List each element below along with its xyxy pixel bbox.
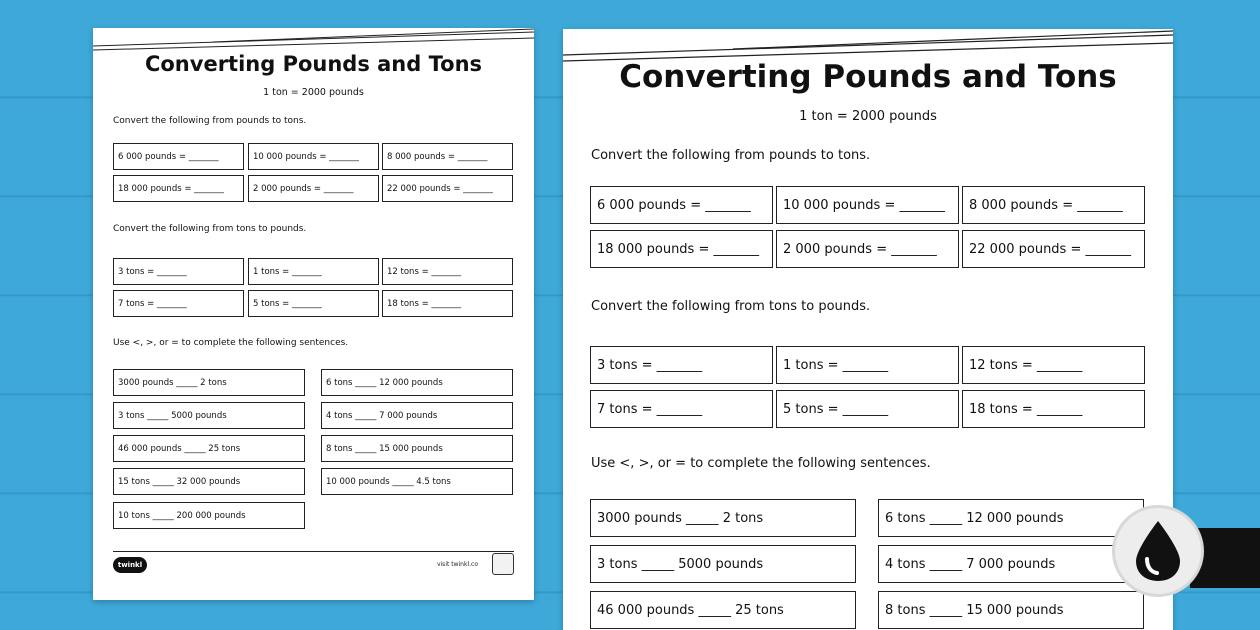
section3-instruction: Use <, >, or = to complete the following sentences. (591, 456, 931, 471)
question-box: 6 000 pounds = _______ (590, 186, 773, 224)
comparison-box: 10 000 pounds _____ 4.5 tons (321, 468, 513, 495)
question-box: 1 tons = _______ (248, 258, 379, 285)
comparison-box: 3000 pounds _____ 2 tons (590, 499, 856, 537)
comparison-box: 46 000 pounds _____ 25 tons (113, 435, 305, 462)
question-box: 8 000 pounds = _______ (962, 186, 1145, 224)
question-box: 18 000 pounds = _______ (113, 175, 244, 202)
question-box: 18 tons = _______ (382, 290, 513, 317)
comparison-box: 3 tons _____ 5000 pounds (590, 545, 856, 583)
ink-drop-icon (1112, 505, 1204, 597)
comparison-box: 8 tons _____ 15 000 pounds (321, 435, 513, 462)
worksheet-title: Converting Pounds and Tons (619, 59, 1117, 95)
comparison-box: 46 000 pounds _____ 25 tons (590, 591, 856, 629)
worksheet-title: Converting Pounds and Tons (144, 52, 483, 76)
question-box: 2 000 pounds = _______ (248, 175, 379, 202)
question-box: 10 000 pounds = _______ (776, 186, 959, 224)
worksheet-preview-large (563, 29, 1173, 630)
section2-instruction: Convert the following from tons to pounds. (591, 299, 871, 314)
question-box: 3 tons = _______ (590, 346, 773, 384)
quality-badge-icon (492, 553, 514, 575)
question-box: 22 000 pounds = _______ (962, 230, 1145, 268)
question-box: 12 tons = _______ (962, 346, 1145, 384)
question-box: 18 000 pounds = _______ (590, 230, 773, 268)
comparison-box: 4 tons _____ 7 000 pounds (878, 545, 1144, 583)
question-box: 5 tons = _______ (248, 290, 379, 317)
comparison-box: 3 tons _____ 5000 pounds (113, 402, 305, 429)
question-box: 10 000 pounds = _______ (248, 143, 379, 170)
question-box: 7 tons = _______ (113, 290, 244, 317)
section3-instruction: Use <, >, or = to complete the following sentences. (113, 338, 349, 348)
comparison-box: 15 tons _____ 32 000 pounds (113, 468, 305, 495)
footer-url: visit twinkl.co (436, 561, 478, 568)
question-box: 18 tons = _______ (962, 390, 1145, 428)
conversion-rule: 1 ton = 2000 pounds (263, 87, 364, 98)
question-box: 2 000 pounds = _______ (776, 230, 959, 268)
comparison-box: 10 tons _____ 200 000 pounds (113, 502, 305, 529)
question-box: 8 000 pounds = _______ (382, 143, 513, 170)
section1-instruction: Convert the following from pounds to tons. (113, 116, 307, 126)
comparison-box: 3000 pounds _____ 2 tons (113, 369, 305, 396)
question-box: 5 tons = _______ (776, 390, 959, 428)
question-box: 3 tons = _______ (113, 258, 244, 285)
footer-divider (113, 551, 514, 552)
conversion-rule: 1 ton = 2000 pounds (799, 109, 937, 124)
question-box: 6 000 pounds = _______ (113, 143, 244, 170)
comparison-box: 6 tons _____ 12 000 pounds (321, 369, 513, 396)
comparison-box: 8 tons _____ 15 000 pounds (878, 591, 1144, 629)
question-box: 7 tons = _______ (590, 390, 773, 428)
question-box: 1 tons = _______ (776, 346, 959, 384)
question-box: 22 000 pounds = _______ (382, 175, 513, 202)
comparison-box: 4 tons _____ 7 000 pounds (321, 402, 513, 429)
section1-instruction: Convert the following from pounds to tons. (591, 148, 871, 163)
question-box: 12 tons = _______ (382, 258, 513, 285)
section2-instruction: Convert the following from tons to pounds. (113, 224, 307, 234)
worksheet-preview-small (93, 28, 534, 600)
twinkl-logo: twinkl (113, 557, 147, 573)
comparison-box: 6 tons _____ 12 000 pounds (878, 499, 1144, 537)
